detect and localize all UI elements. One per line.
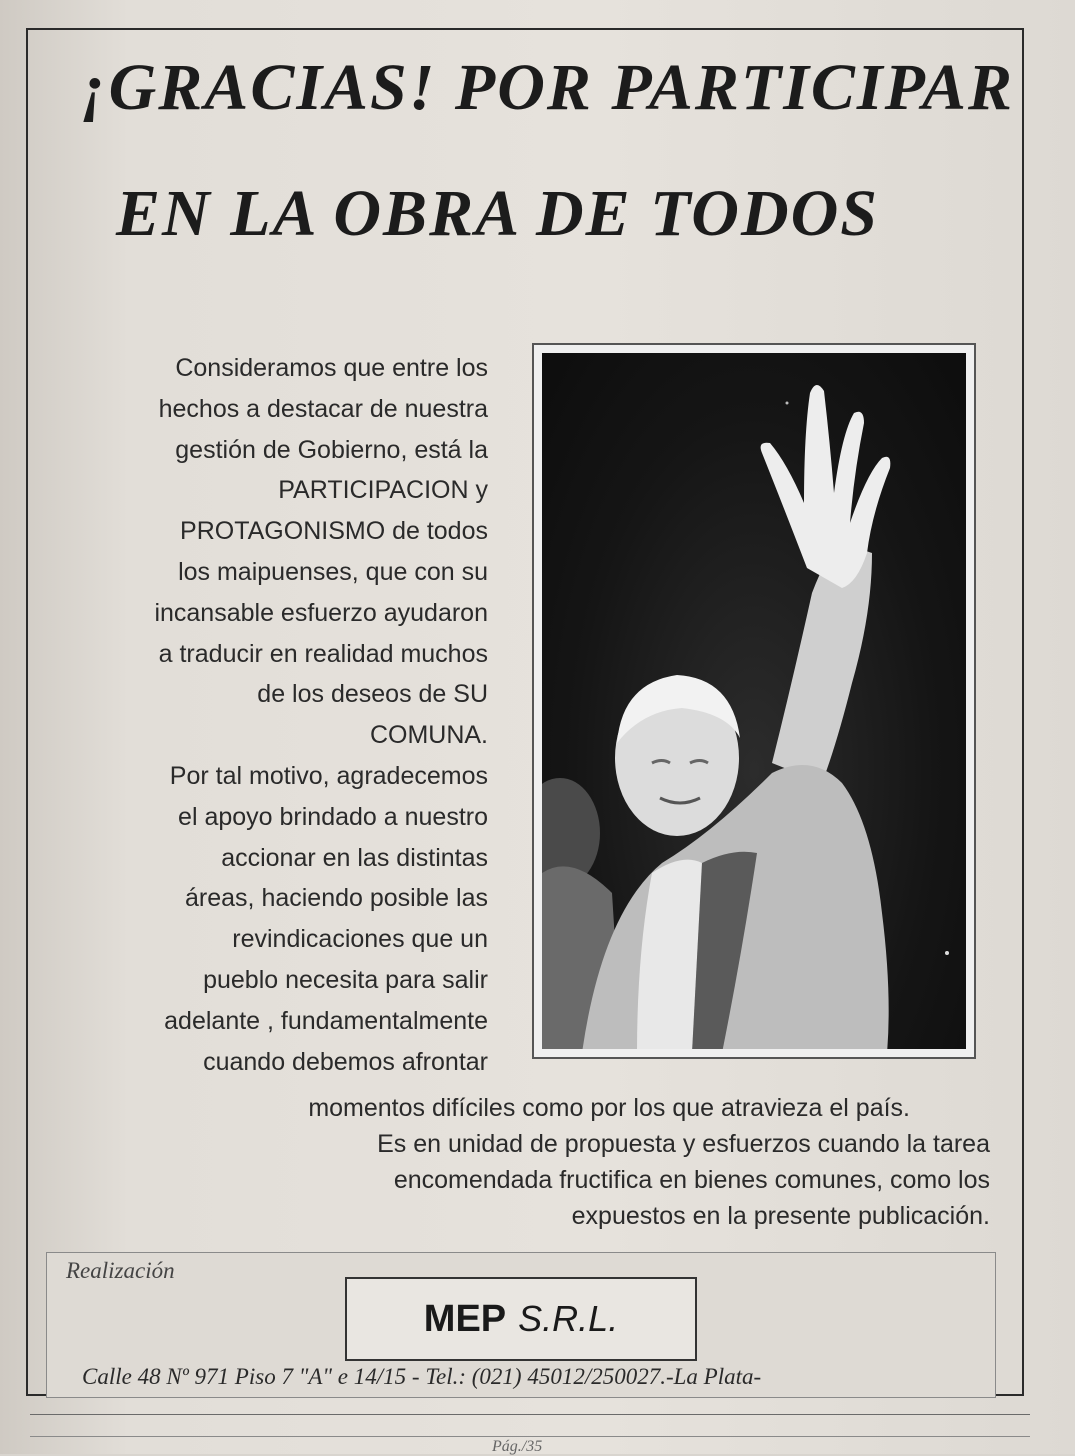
body-text-bottom xyxy=(60,1090,990,1234)
company-name: MEP xyxy=(423,1297,507,1340)
body-line: pueblo necesita para salir xyxy=(203,965,488,994)
photo-illustration xyxy=(542,353,966,1049)
body-line: COMUNA. xyxy=(369,721,488,750)
body-line: cuando debemos afrontar xyxy=(203,1047,488,1076)
body-line: los maipuenses, que con su xyxy=(178,557,488,586)
body-line: áreas, haciendo posible las xyxy=(185,884,488,913)
footer-rule xyxy=(30,1436,1030,1437)
body-line: PARTICIPACION y xyxy=(278,476,488,505)
body-line: encomendada fructifica en bienes comunes, como los xyxy=(393,1166,990,1194)
body-text-left-column xyxy=(60,348,488,1082)
body-line: a traducir en realidad muchos xyxy=(158,639,488,668)
body-line: el apoyo brindado a nuestro xyxy=(178,802,488,831)
light-speck xyxy=(945,951,949,955)
page-number: Pág./35 xyxy=(492,1438,543,1455)
photo-frame xyxy=(532,343,976,1059)
headline-line-1: ¡GRACIAS! POR PARTICIPAR xyxy=(80,51,1015,124)
photo-person-waving-icon xyxy=(542,353,966,1049)
credits-label: Realización xyxy=(66,1258,175,1283)
body-line: Es en unidad de propuesta y esfuerzos cuando la tarea xyxy=(377,1130,990,1158)
company-logo-box xyxy=(345,1277,697,1361)
footer-rule xyxy=(30,1414,1030,1415)
body-line: revindicaciones que un xyxy=(232,925,488,954)
body-line: Consideramos que entre los xyxy=(175,354,488,382)
body-line: hechos a destacar de nuestra xyxy=(158,394,488,423)
body-line: accionar en las distintas xyxy=(221,843,488,872)
light-speck xyxy=(786,402,789,405)
body-line: adelante , fundamentalmente xyxy=(164,1006,488,1035)
body-line: gestión de Gobierno, está la xyxy=(175,435,488,464)
company-suffix: S.R.L. xyxy=(518,1298,619,1339)
raised-arm-sleeve xyxy=(772,543,872,783)
body-line: PROTAGONISMO de todos xyxy=(180,517,488,546)
body-line: Por tal motivo, agradecemos xyxy=(169,761,488,790)
headline-line-2: EN LA OBRA DE TODOS xyxy=(116,177,879,250)
body-line: de los deseos de SU xyxy=(257,680,488,709)
body-line: incansable esfuerzo ayudaron xyxy=(154,598,488,627)
company-address: Calle 48 Nº 971 Piso 7 "A" e 14/15 - Tel.: (021) 45012/250027.-La Plata- xyxy=(82,1364,762,1389)
body-line: expuestos en la presente publicación. xyxy=(571,1202,990,1230)
body-line: momentos difíciles como por los que atravieza el país. xyxy=(308,1094,910,1122)
